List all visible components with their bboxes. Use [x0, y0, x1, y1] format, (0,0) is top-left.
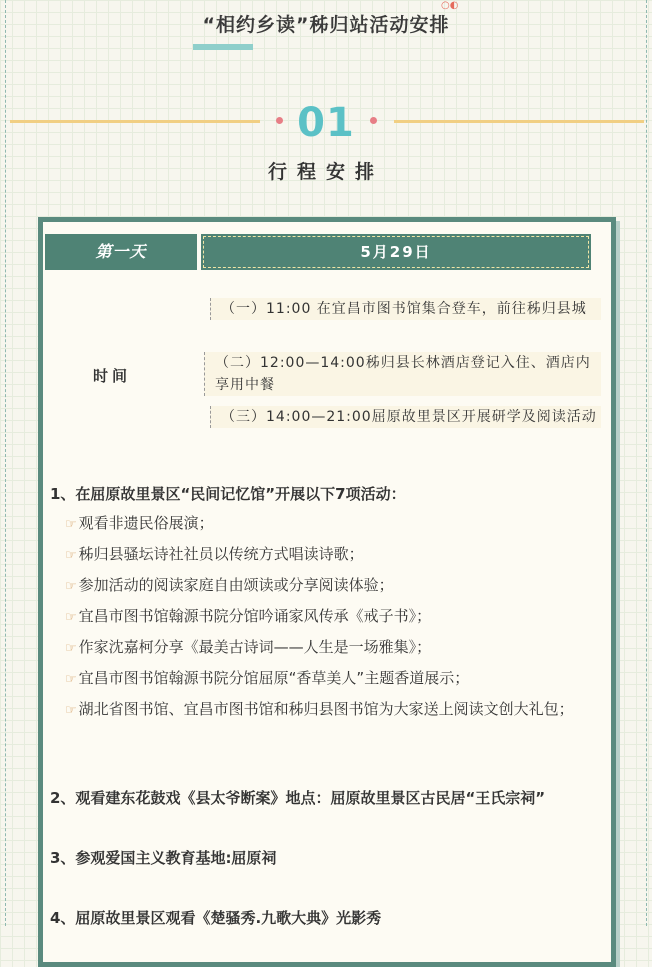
pointing-hand-icon: ☞ [65, 579, 77, 594]
list-item: ☞ 参加活动的阅读家庭自由颂读或分享阅读体验； [65, 576, 394, 594]
schedule-item: （一）11:00 在宜昌市图书馆集合登车，前往秭归县城 [210, 298, 601, 320]
pointing-hand-icon: ☞ [65, 672, 77, 687]
list-item: ☞ 宜昌市图书馆翰源书院分馆屈原“香草美人”主题香道展示； [65, 669, 470, 687]
pointing-hand-icon: ☞ [65, 610, 77, 625]
pointing-hand-icon: ☞ [65, 517, 77, 532]
pointing-hand-icon: ☞ [65, 703, 77, 718]
day-label: 第一天 [45, 234, 197, 270]
decorative-circles-icon: ○◐ [441, 0, 459, 11]
schedule-item: （二）12:00—14:00秭归县长林酒店登记入住、酒店内享用中餐 [204, 352, 601, 396]
list-item: ☞ 湖北省图书馆、宜昌市图书馆和秭归县图书馆为大家送上阅读文创大礼包； [65, 700, 574, 718]
list-item: ☞ 秭归县骚坛诗社社员以传统方式唱读诗歌； [65, 545, 364, 563]
pointing-hand-icon: ☞ [65, 548, 77, 563]
list-item: ☞ 观看非遗民俗展演； [65, 514, 214, 532]
page-title: “相约乡读”秭归站活动安排 [202, 14, 450, 36]
time-label: 时间 [93, 367, 132, 385]
day-date: 5月29日 [201, 234, 591, 270]
schedule-card [38, 217, 616, 967]
activity-heading-4: 4、屈原故里景区观看《楚骚秀.九歌大典》光影秀 [50, 909, 382, 927]
schedule-item: （三）14:00—21:00屈原故里景区开展研学及阅读活动 [210, 406, 601, 428]
section-heading: 行程安排 [267, 161, 384, 183]
title-underline [193, 44, 253, 50]
activity-heading-3: 3、参观爱国主义教育基地:屈原祠 [50, 849, 277, 867]
activity-heading-2: 2、观看建东花鼓戏《县太爷断案》地点：屈原故里景区古民居“王氏宗祠” [50, 789, 546, 807]
list-item: ☞ 宜昌市图书馆翰源书院分馆吟诵家风传承《戒子书》； [65, 607, 432, 625]
list-item: ☞ 作家沈嘉柯分享《最美古诗词——人生是一场雅集》； [65, 638, 432, 656]
section-number: 01 [297, 100, 355, 146]
pointing-hand-icon: ☞ [65, 641, 77, 656]
activity-heading-1: 1、在屈原故里景区“民间记忆馆”开展以下7项活动： [50, 485, 406, 503]
